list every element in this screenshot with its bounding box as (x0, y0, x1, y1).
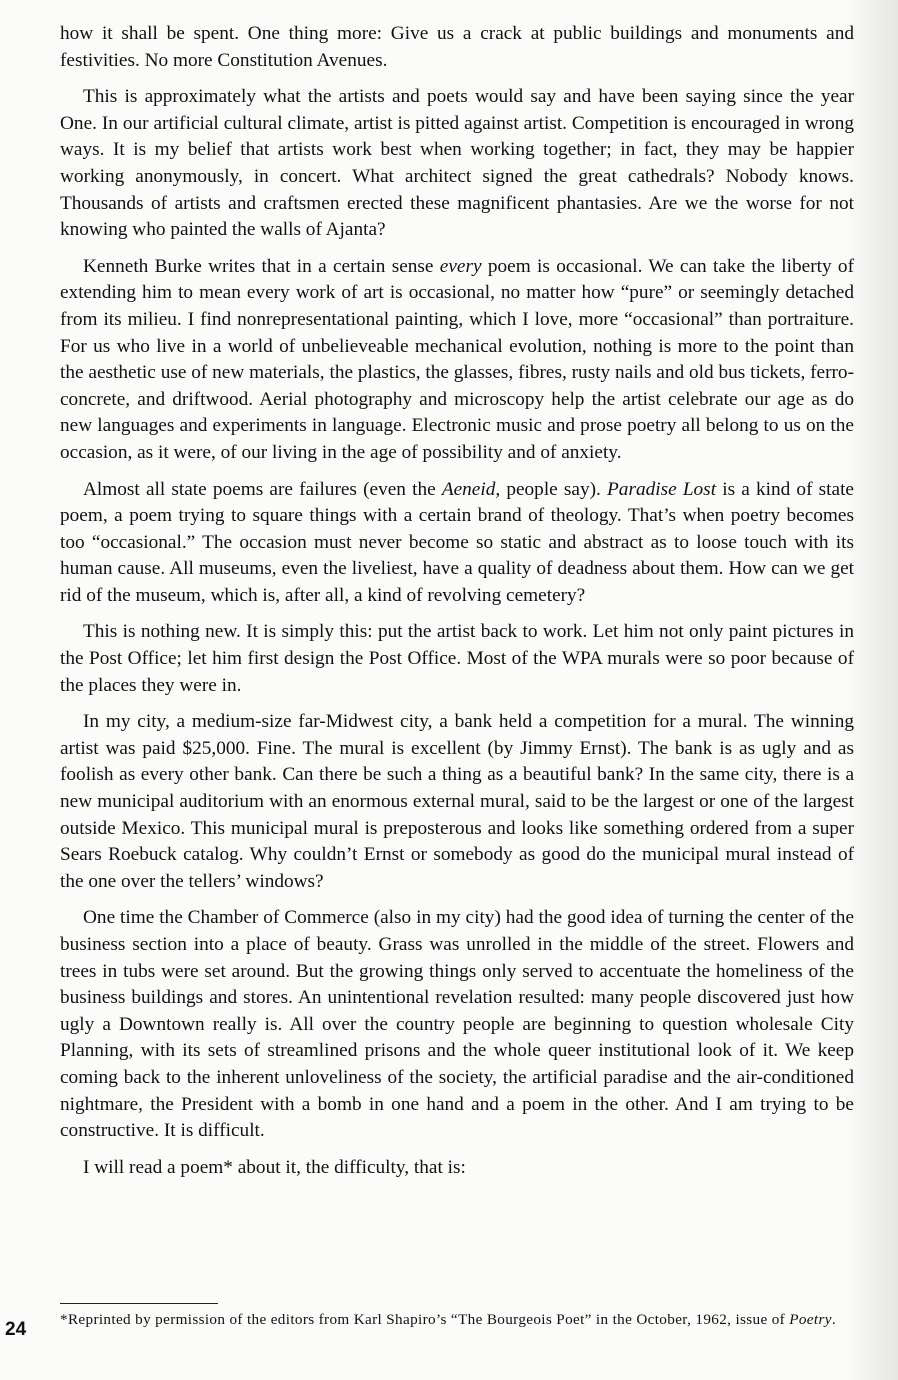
paragraph-1: how it shall be spent. One thing more: Give us a crack at public buildings and monuments and festivities. No more Constitution Avenues. (60, 23, 854, 71)
paragraph-6: In my city, a medium-size far-Midwest city, a bank held a competition for a mural. The winning artist was paid $25,000. Fine. The mural is excellent (by Jimmy Ernst). The bank is as ugly and as foolish as every other bank. Can there be such a thing as a beautiful bank? In the same city, there is a new municipal auditorium with an enormous external mural, said to be the largest or one of the largest outside Mexico. This municipal mural is preposterous and looks like something ordered from a super Sears Roebuck catalog. Why couldn’t Ernst or somebody as good do the municipal mural instead of the one over the tellers’ windows? (60, 711, 854, 892)
italic-every: every (439, 255, 482, 277)
footnote-journal-title: Poetry (789, 1311, 832, 1328)
body-text (60, 21, 854, 1191)
paragraph-4: Almost all state poems are failures (even the Aeneid, people say). Paradise Lost is a kind of state poem, a poem trying to square things with a certain brand of theology. That’s when poetry becomes too “occasional.” The occasion must never become so static and abstract as to loose touch with its human cause. All museums, even the liveliest, have a quality of deadness about them. How can we get rid of the museum, which is, after all, a kind of revolving cemetery? (60, 478, 854, 606)
page-number: 24 (5, 1319, 27, 1340)
footnote (60, 1311, 854, 1329)
paragraph-2: This is approximately what the artists and poets would say and have been saying since the year One. In our artificial cultural climate, artist is pitted against artist. Competition is encouraged in wrong ways. It is my belief that artists work best when working together; in fact, they may be happier working anonymously, in concert. What architect signed the great cathedrals? Nobody knows. Thousands of artists and craftsmen erected these magnificent phantasies. Are we the worse for not knowing who painted the walls of Ajanta? (60, 86, 854, 241)
footnote-period: . (831, 1311, 836, 1328)
paragraph-8: I will read a poem* about it, the difficulty, that is: (83, 1156, 466, 1178)
paragraph-5: This is nothing new. It is simply this: put the artist back to work. Let him not only paint pictures in the Post Office; let him first design the Post Office. Most of the WPA murals were so poor because of the places they were in. (60, 621, 854, 696)
paragraph-3: Kenneth Burke writes that in a certain sense every poem is occasional. We can take the liberty of extending him to mean every work of art is occasional, no matter how “pure” or seemingly detached from its milieu. I find nonrepresentational painting, which I love, more “occasional” than portraiture. For us who live in a world of unbelieveable mechanical evolution, nothing is more to the point than the aesthetic use of new materials, the plastics, the glasses, fibres, rusty nails and old bus tickets, ferro-concrete, and driftwood. Aerial photography and microscopy help the artist celebrate our age as do new languages and experiments in language. Electronic music and prose poetry all belong to us on the occasion, as it were, of our living in the age of possibility and of anxiety. (60, 255, 854, 463)
footnote-divider (60, 1303, 218, 1304)
italic-paradise-lost: Paradise Lost (607, 478, 717, 500)
paragraph-7: One time the Chamber of Commerce (also in my city) had the good idea of turning the center of the business section into a place of beauty. Grass was unrolled in the middle of the street. Flowers and trees in tubs were set around. But the growing things only served to accentuate the homeliness of the business buildings and stores. An unintentional revelation resulted: many people discovered just how ugly a Downtown really is. All over the country people are beginning to question wholesale City Planning, with its sets of streamlined prisons and the whole queer institutional look of it. We keep coming back to the inherent unloveliness of the society, the artificial paradise and the air-conditioned nightmare, the President with a bomb in one hand and a poem in the other. And I am trying to be constructive. It is difficult. (60, 907, 854, 1142)
footnote-text: *Reprinted by permission of the editors from Karl Shapiro’s “The Bourgeois Poet” in the October, 1962, issue of (60, 1311, 790, 1328)
italic-aeneid: Aeneid, (441, 478, 501, 500)
